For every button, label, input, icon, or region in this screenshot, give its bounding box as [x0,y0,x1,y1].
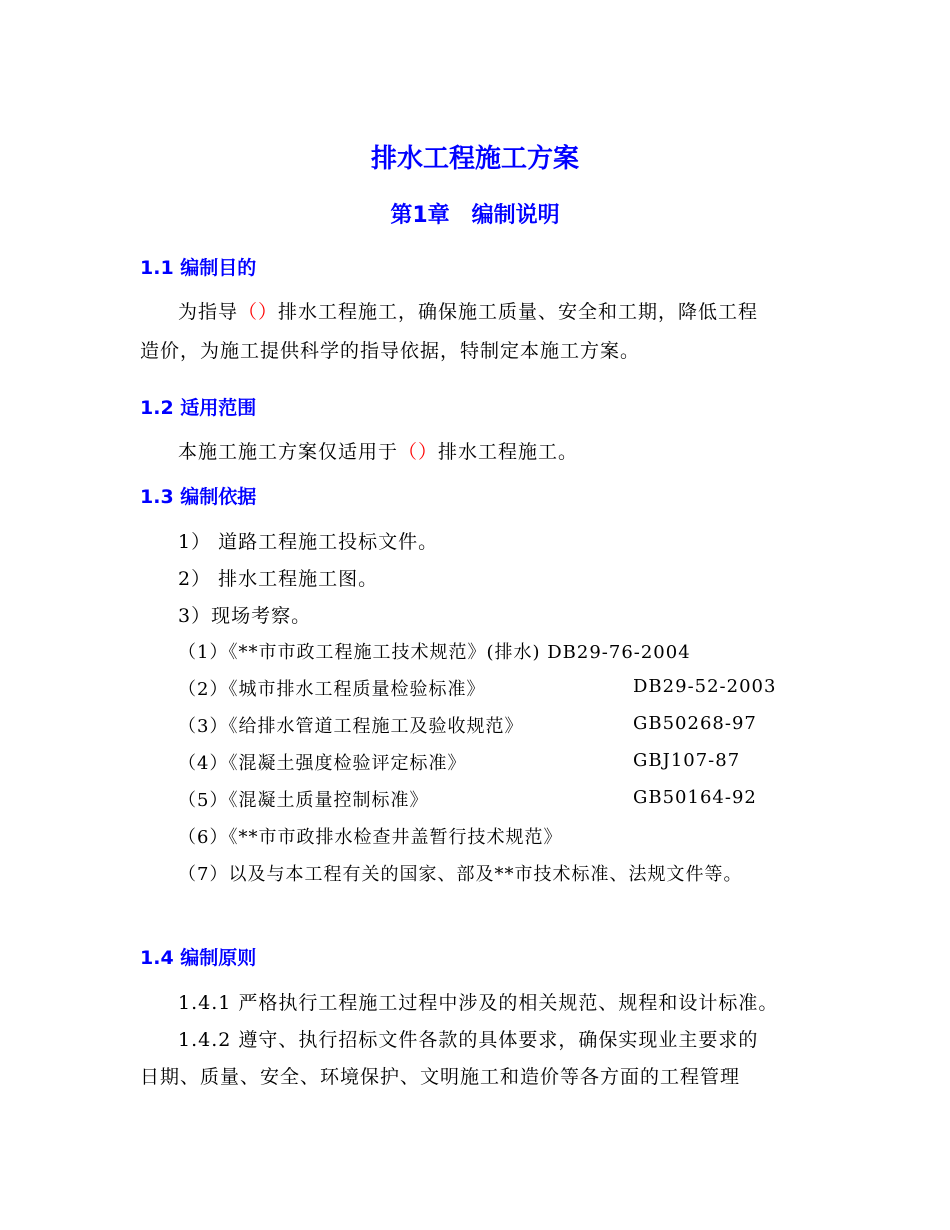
section-1-2-text [178,437,578,464]
project-name-placeholder: （） [398,441,439,463]
standard-item: （2）《城市排水工程质量检验标准》 [178,679,486,700]
section-1-3-heading: 1.3 编制依据 [140,486,257,508]
scope-suffix: 排水工程施工。 [438,441,579,463]
standard-item: （1）《**市市政工程施工技术规范》(排水) DB29-76-2004 [178,642,691,663]
purpose-suffix: 排水工程施工，确保施工质量、安全和工期，降低工程 [278,301,759,323]
basis-item: 3）现场考察。 [178,605,312,627]
standard-code: GB50164-92 [633,787,757,808]
principle-paragraph-continued: 日期、质量、安全、环境保护、文明施工和造价等各方面的工程管理 [140,1066,741,1088]
chapter-heading: 第1章 编制说明 [390,203,560,228]
standard-item: （5）《混凝土质量控制标准》 [178,790,429,811]
scope-prefix: 本施工施工方案仅适用于 [178,441,399,463]
standard-item: （6）《**市市政排水检查井盖暂行技术规范》 [178,827,563,848]
principle-paragraph: 1.4.1 严格执行工程施工过程中涉及的相关规范、规程和设计标准。 [178,992,779,1014]
standard-item: （7）以及与本工程有关的国家、部及**市技术标准、法规文件等。 [178,864,743,885]
standard-item: （3）《给排水管道工程施工及验收规范》 [178,716,524,737]
principle-paragraph: 1.4.2 遵守、执行招标文件各款的具体要求，确保实现业主要求的 [178,1029,759,1051]
document-title: 排水工程施工方案 [370,144,579,174]
standard-code: DB29-52-2003 [633,676,777,697]
project-name-placeholder: （） [238,301,279,323]
basis-item: 2） 排水工程施工图。 [178,568,379,590]
standard-item: （4）《混凝土强度检验评定标准》 [178,753,467,774]
section-1-2-heading: 1.2 适用范围 [140,397,257,419]
basis-item: 1） 道路工程施工投标文件。 [178,531,439,553]
section-1-1-line-2: 造价，为施工提供科学的指导依据，特制定本施工方案。 [140,340,641,362]
section-1-1-line-1 [178,297,758,324]
purpose-prefix: 为指导 [178,301,239,323]
standard-code: GB50268-97 [633,713,757,734]
section-1-1-heading: 1.1 编制目的 [140,257,257,279]
section-1-4-heading: 1.4 编制原则 [140,947,257,969]
standard-code: GBJ107-87 [633,750,741,771]
